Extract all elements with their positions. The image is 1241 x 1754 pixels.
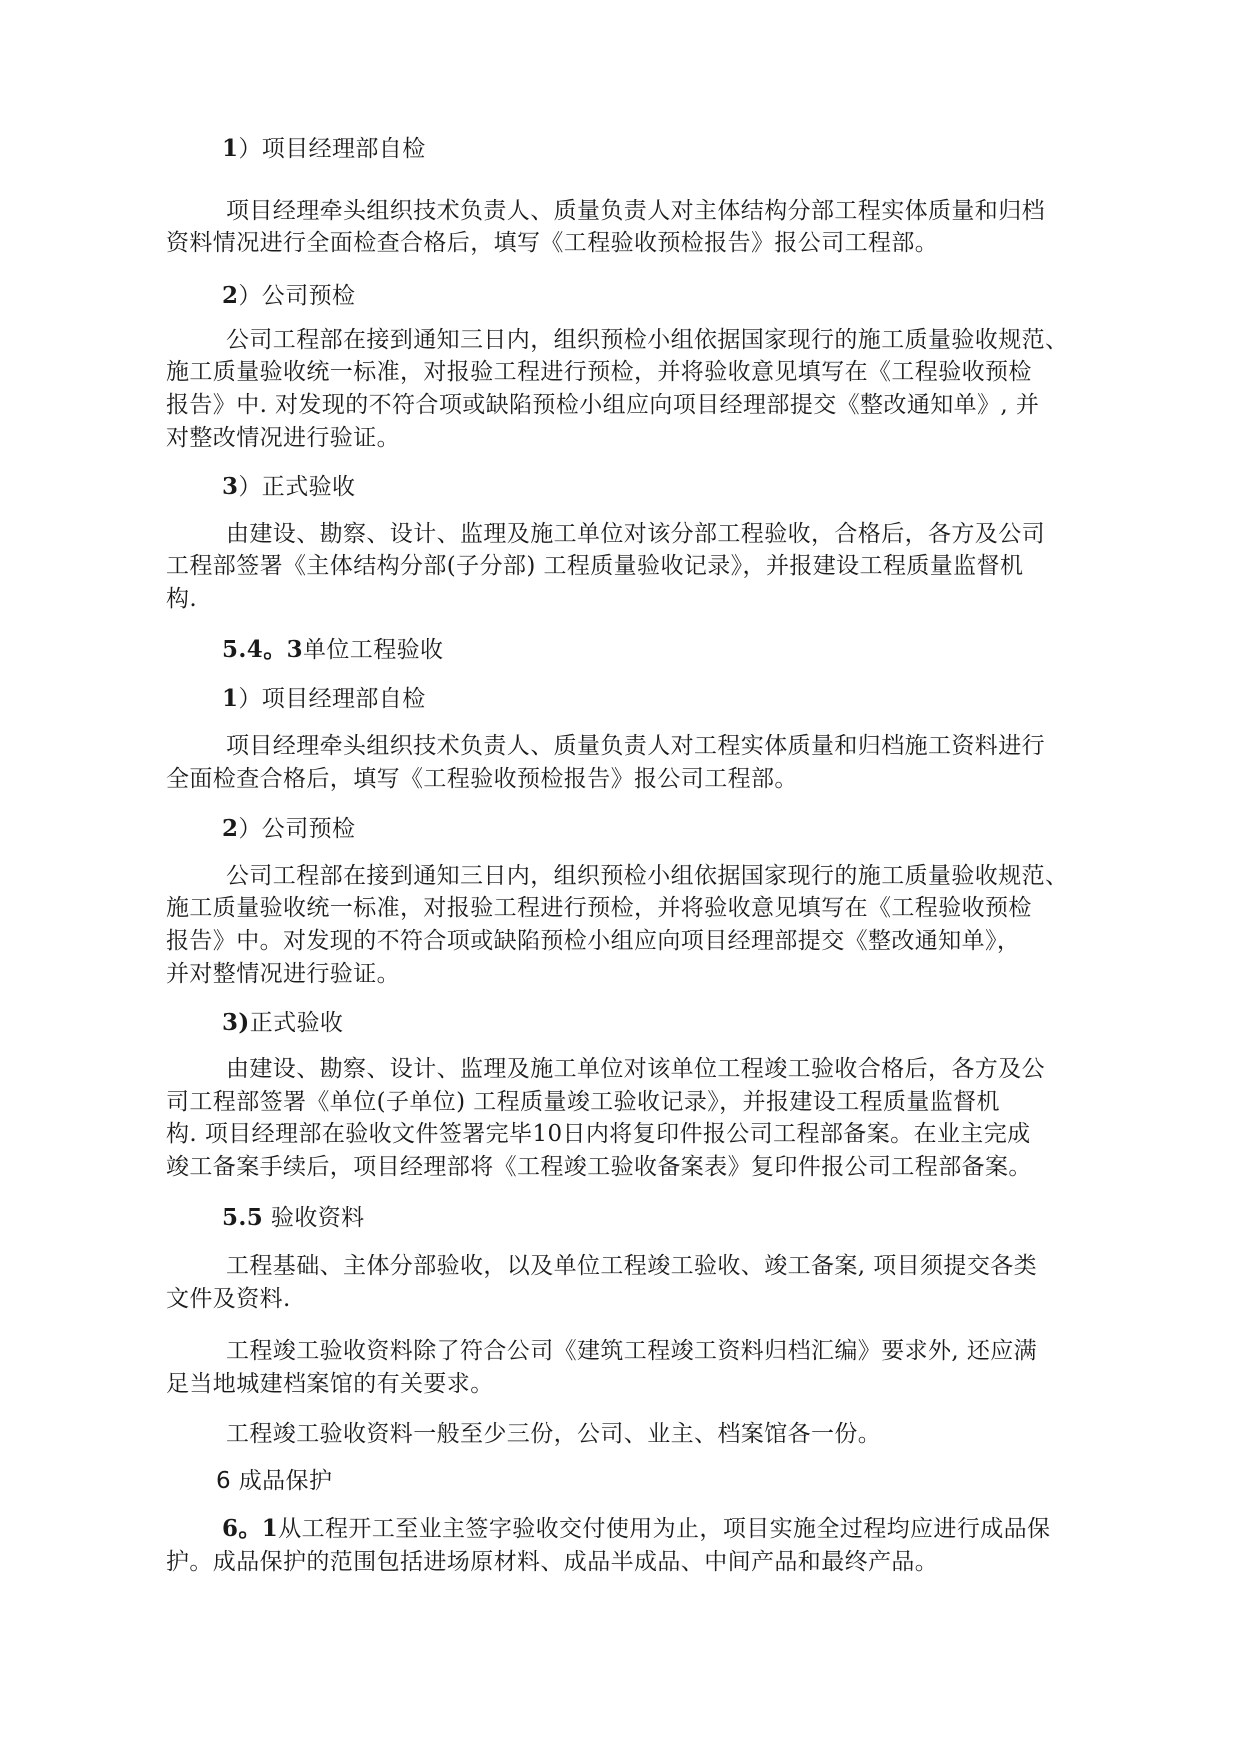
paragraph-line: 司工程部签署《单位(子单位) 工程质量竣工验收记录》，并报建设工程质量监督机 — [166, 1089, 1000, 1115]
paragraph-line: 构. 项目经理部在验收文件签署完毕10日内将复印件报公司工程部备案。在业主完成 — [166, 1121, 1031, 1147]
section-heading-5-5 — [0, 1203, 1241, 1233]
paragraph-line: 报告》中。对发现的不符合项或缺陷预检小组应向项目经理部提交《整改通知单》， — [166, 928, 1021, 954]
heading-text: ）项目经理部自检 — [238, 686, 426, 712]
heading-text: ）公司预检 — [238, 283, 356, 309]
paragraph-line: 工程部签署《主体结构分部(子分部) 工程质量验收记录》，并报建设工程质量监督机 — [166, 553, 1024, 579]
paragraph-line: 文件及资料. — [166, 1286, 291, 1312]
paragraph-line: 公司工程部在接到通知三日内，组织预检小组依据国家现行的施工质量验收规范、 — [226, 863, 1069, 889]
section-title: 验收资料 — [263, 1205, 365, 1231]
section-heading-5-4-3 — [0, 635, 1241, 665]
paragraph-line: 公司工程部在接到通知三日内，组织预检小组依据国家现行的施工质量验收规范、 — [226, 327, 1069, 353]
section-number: 5.5 — [222, 1204, 264, 1231]
paragraph-line: 对整改情况进行验证。 — [166, 425, 400, 451]
heading-company-precheck — [0, 281, 1241, 311]
paragraph-line: 全面检查合格后，填写《工程验收预检报告》报公司工程部。 — [166, 766, 798, 792]
heading-number: 3 — [222, 473, 239, 500]
section-6-1-paragraph — [0, 1514, 1241, 1544]
paragraph-line: 由建设、勘察、设计、监理及施工单位对该分部工程验收，合格后，各方及公司 — [226, 521, 1045, 547]
heading-number: 1 — [222, 685, 239, 712]
section-title: 单位工程验收 — [303, 637, 444, 663]
heading-number: 2 — [222, 815, 239, 842]
paragraph-line: 项目经理牵头组织技术负责人、质量负责人对主体结构分部工程实体质量和归档 — [226, 198, 1045, 224]
heading-text: ）项目经理部自检 — [238, 136, 426, 162]
paragraph-line: 并对整情况进行验证。 — [166, 961, 400, 987]
paragraph-line: 足当地城建档案馆的有关要求。 — [166, 1371, 494, 1397]
paragraph-line: 工程竣工验收资料一般至少三份，公司、业主、档案馆各一份。 — [226, 1421, 882, 1447]
paragraph-text: 从工程开工至业主签字验收交付使用为止，项目实施全过程均应进行成品保 — [278, 1516, 1051, 1542]
section-number: 6。1 — [222, 1515, 279, 1542]
section-number: 5.4。3 — [222, 636, 304, 663]
paragraph-line: 构. — [166, 586, 198, 612]
paragraph-line: 项目经理牵头组织技术负责人、质量负责人对工程实体质量和归档施工资料进行 — [226, 733, 1045, 759]
heading-company-precheck — [0, 814, 1241, 844]
paragraph-line: 资料情况进行全面检查合格后，填写《工程验收预检报告》报公司工程部。 — [166, 230, 939, 256]
heading-text: ）公司预检 — [238, 816, 356, 842]
heading-self-check — [0, 684, 1241, 714]
paragraph-line: 工程基础、主体分部验收，以及单位工程竣工验收、竣工备案, 项目须提交各类 — [226, 1253, 1038, 1279]
heading-formal-acceptance — [0, 1008, 1241, 1038]
heading-text: ）正式验收 — [238, 474, 356, 500]
paragraph-line: 施工质量验收统一标准，对报验工程进行预检，并将验收意见填写在《工程验收预检 — [166, 895, 1032, 921]
paragraph-line: 护。成品保护的范围包括进场原材料、成品半成品、中间产品和最终产品。 — [166, 1549, 939, 1575]
paragraph-line: 报告》中. 对发现的不符合项或缺陷预检小组应向项目经理部提交《整改通知单》, 并 — [166, 392, 1040, 418]
heading-number: 2 — [222, 282, 239, 309]
heading-self-check — [0, 134, 1241, 164]
heading-text: 正式验收 — [249, 1010, 344, 1036]
section-heading-6: 6 成品保护 — [216, 1468, 333, 1494]
paragraph-line: 施工质量验收统一标准，对报验工程进行预检，并将验收意见填写在《工程验收预检 — [166, 359, 1032, 385]
paragraph-line: 工程竣工验收资料除了符合公司《建筑工程竣工资料归档汇编》要求外, 还应满 — [226, 1338, 1038, 1364]
heading-formal-acceptance — [0, 472, 1241, 502]
paragraph-line: 由建设、勘察、设计、监理及施工单位对该单位工程竣工验收合格后，各方及公 — [226, 1056, 1045, 1082]
paragraph-line: 竣工备案手续后，项目经理部将《工程竣工验收备案表》复印件报公司工程部备案。 — [166, 1154, 1032, 1180]
heading-number: 3) — [222, 1009, 250, 1036]
heading-number: 1 — [222, 135, 239, 162]
